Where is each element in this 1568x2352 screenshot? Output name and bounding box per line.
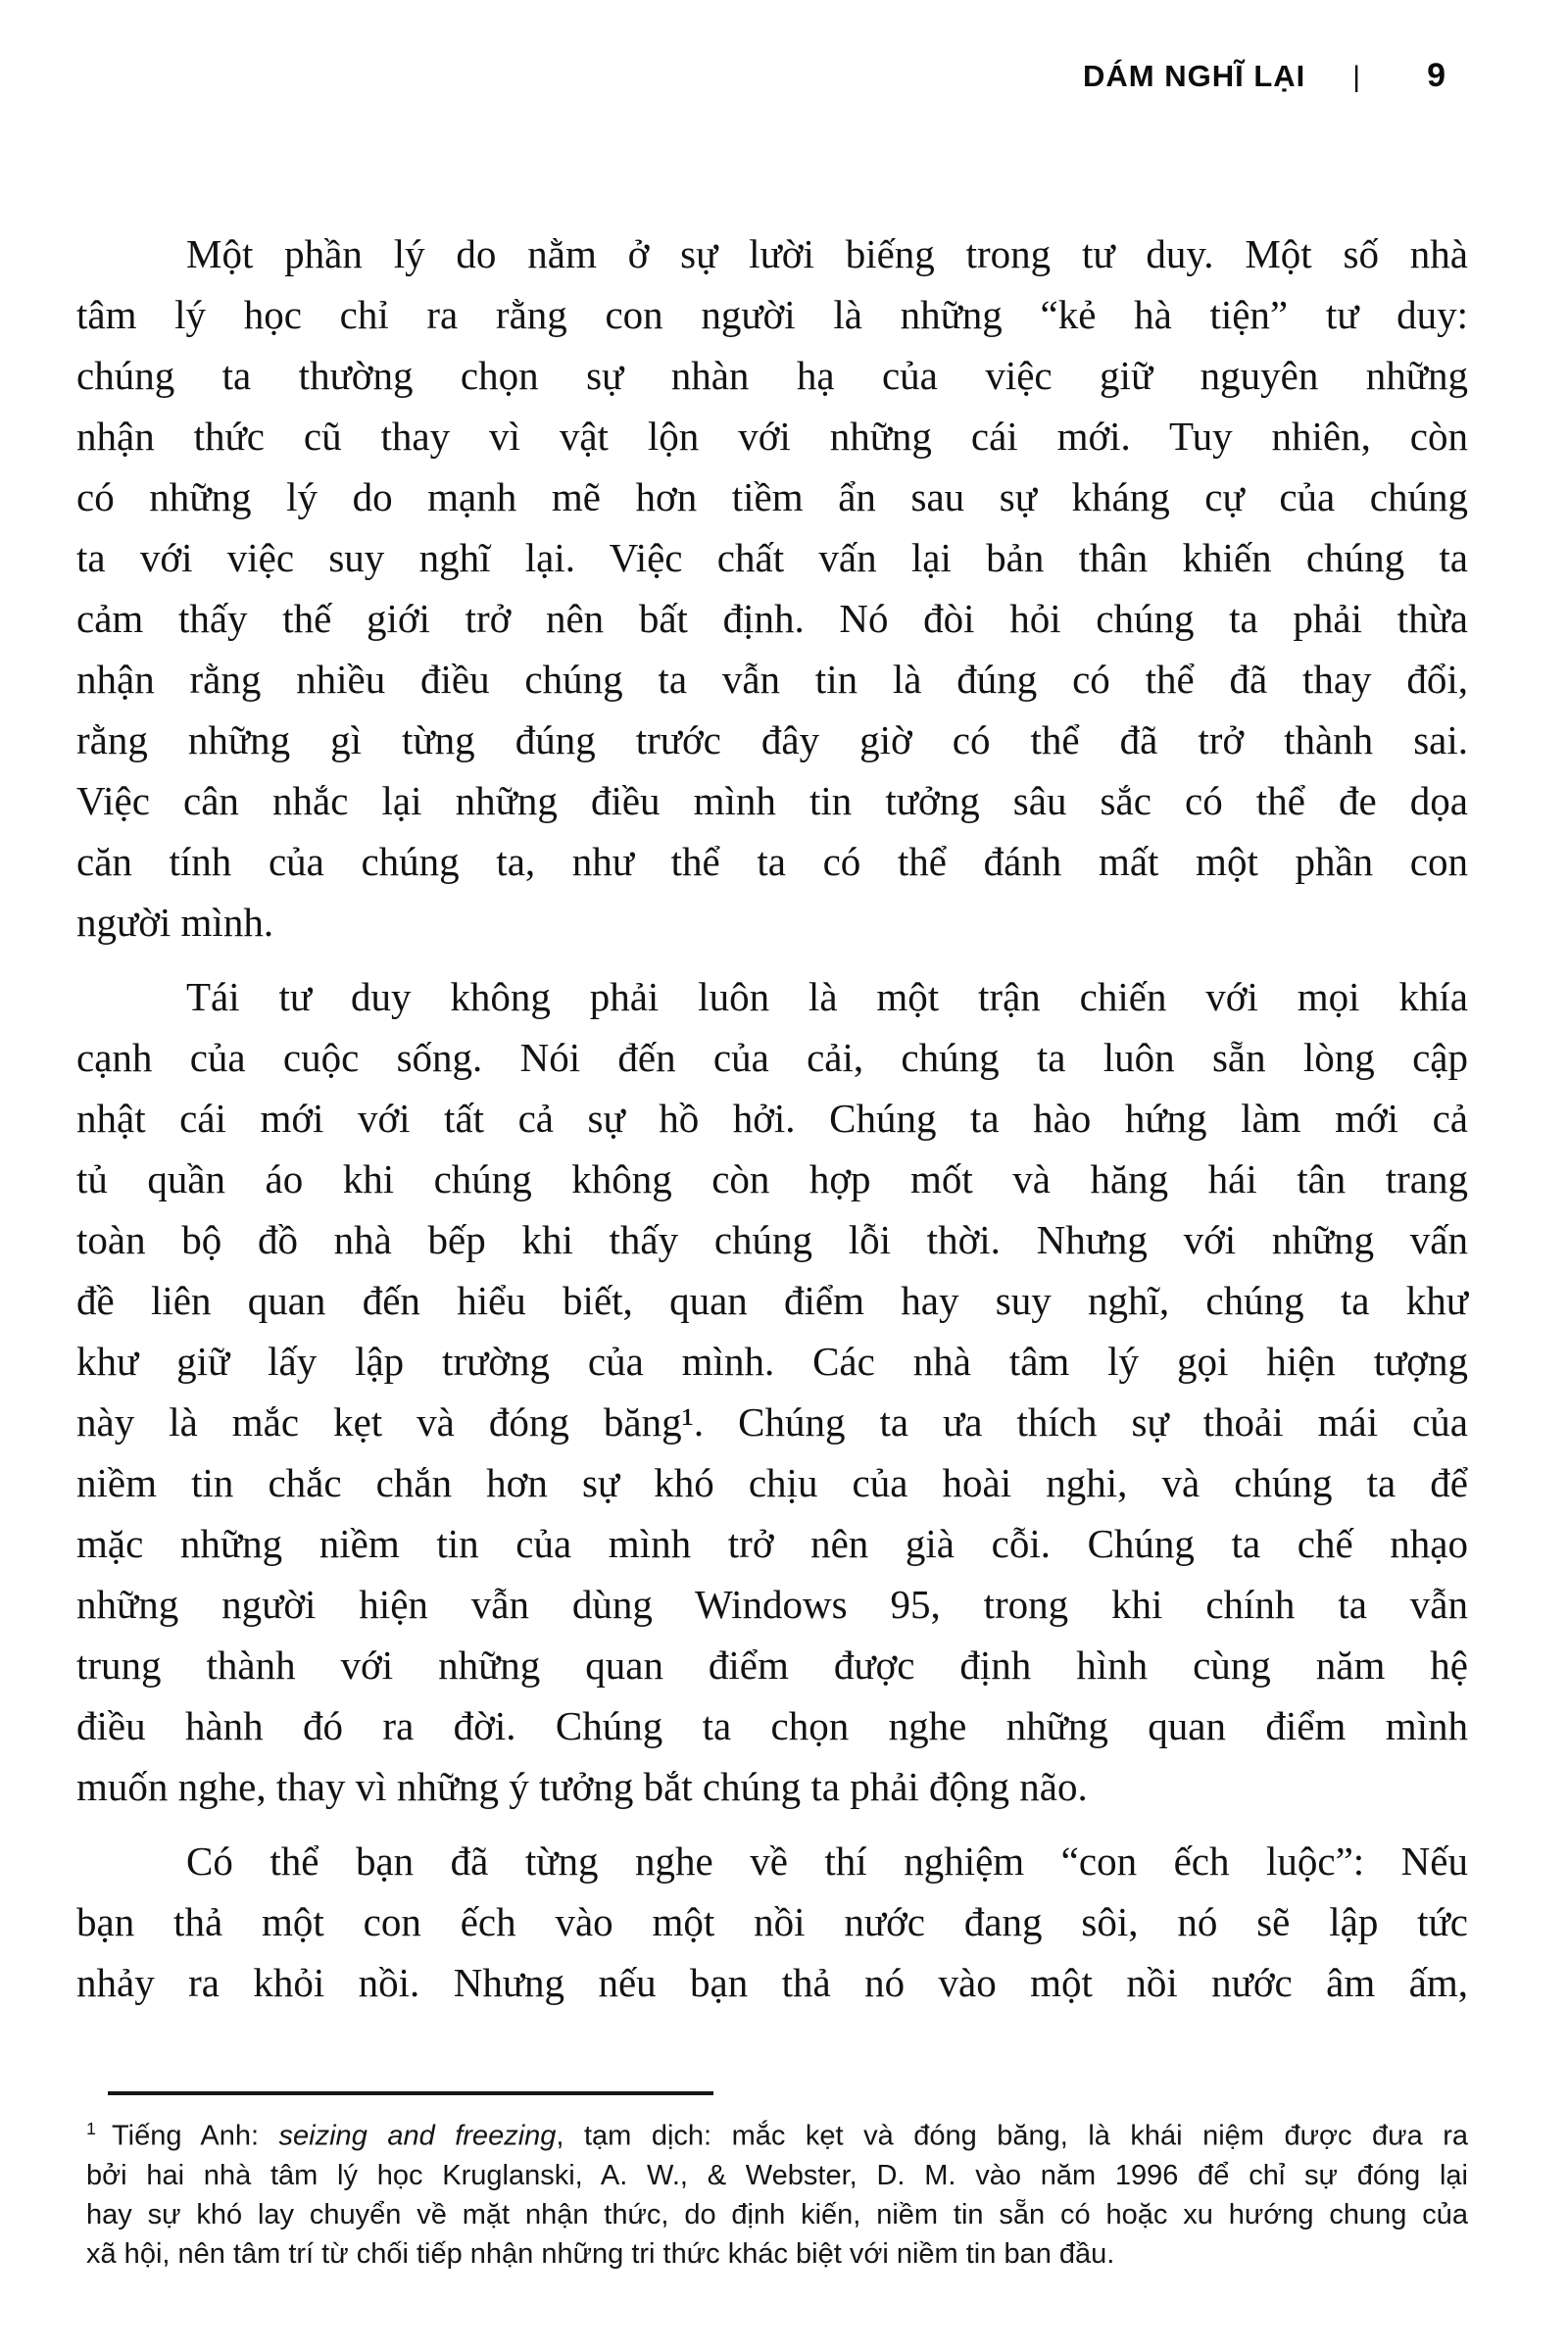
footnote-line (86, 2195, 1468, 2234)
text-line: nhật cái mới với tất cả sự hồ hởi. Chúng ta hào hứng làm mới cả (76, 1096, 1468, 1141)
text-line: nhận rằng nhiều điều chúng ta vẫn tin là đúng có thể đã thay đổi, (76, 657, 1468, 702)
text-line: cảm thấy thế giới trở nên bất định. Nó đòi hỏi chúng ta phải thừa (76, 596, 1468, 641)
footnote-text: xã hội, nên tâm trí từ chối tiếp nhận những tri thức khác biệt với niềm tin ban đầu. (86, 2237, 1115, 2270)
text-line: người mình. (76, 900, 274, 945)
footnote (86, 2109, 1468, 2274)
footnote-text: hay sự khó lay chuyển về mặt nhận thức, do định kiến, niềm tin sẵn có hoặc xu hướng chung của (86, 2198, 1468, 2230)
footnote-line (86, 2109, 1468, 2156)
footnote-text: bởi hai nhà tâm lý học Kruglanski, A. W., & Webster, D. M. vào năm 1996 để chỉ sự đóng lại (86, 2159, 1468, 2191)
text-line: những người hiện vẫn dùng Windows 95, trong khi chính ta vẫn (76, 1582, 1468, 1627)
footnote-marker: 1 (86, 2119, 96, 2138)
text-line: căn tính của chúng ta, như thể ta có thể đánh mất một phần con (76, 839, 1468, 884)
text-line: này là mắc kẹt và đóng băng¹. Chúng ta ưa thích sự thoải mái của (76, 1399, 1468, 1445)
paragraph (76, 966, 1468, 1817)
footnote-separator (108, 2091, 713, 2095)
page-number: 9 (1427, 57, 1446, 94)
text-line: tủ quần áo khi chúng không còn hợp mốt và hăng hái tân trang (76, 1156, 1468, 1201)
text-line: ta với việc suy nghĩ lại. Việc chất vấn lại bản thân khiến chúng ta (76, 535, 1468, 580)
text-line: có những lý do mạnh mẽ hơn tiềm ẩn sau sự kháng cự của chúng (76, 474, 1468, 519)
text-line: toàn bộ đồ nhà bếp khi thấy chúng lỗi thời. Nhưng với những vấn (76, 1217, 1468, 1262)
text-line: điều hành đó ra đời. Chúng ta chọn nghe những quan điểm mình (76, 1703, 1468, 1748)
text-line: đề liên quan đến hiểu biết, quan điểm hay suy nghĩ, chúng ta khư (76, 1278, 1468, 1323)
text-line: nhận thức cũ thay vì vật lộn với những cái mới. Tuy nhiên, còn (76, 414, 1468, 459)
text-line: mặc những niềm tin của mình trở nên già cỗi. Chúng ta chế nhạo (76, 1521, 1468, 1566)
footnote-line (86, 2156, 1468, 2195)
text-line: Có thể bạn đã từng nghe về thí nghiệm “con ếch luộc”: Nếu (186, 1838, 1468, 1884)
footnote-italic-term: seizing and freezing (278, 2120, 557, 2152)
footnote-text: Tiếng Anh: (112, 2120, 279, 2152)
text-line: bạn thả một con ếch vào một nồi nước đang sôi, nó sẽ lập tức (76, 1899, 1468, 1944)
text-line: khư giữ lấy lập trường của mình. Các nhà tâm lý gọi hiện tượng (76, 1339, 1468, 1384)
paragraph (76, 223, 1468, 953)
header-divider: | (1352, 61, 1361, 93)
text-line: nhảy ra khỏi nồi. Nhưng nếu bạn thả nó vào một nồi nước âm ấm, (76, 1960, 1468, 2005)
text-line: rằng những gì từng đúng trước đây giờ có thể đã trở thành sai. (76, 717, 1468, 762)
text-line: trung thành với những quan điểm được định hình cùng năm hệ (76, 1642, 1468, 1688)
text-line: Việc cân nhắc lại những điều mình tin tưởng sâu sắc có thể đe dọa (76, 778, 1468, 823)
text-line: muốn nghe, thay vì những ý tưởng bắt chúng ta phải động não. (76, 1764, 1088, 1809)
running-header (1083, 57, 1446, 95)
text-line: cạnh của cuộc sống. Nói đến của cải, chúng ta luôn sẵn lòng cập (76, 1035, 1468, 1080)
footnote-text: , tạm dịch: mắc kẹt và đóng băng, là khái niệm được đưa ra (556, 2120, 1468, 2152)
footnote-line (86, 2234, 1468, 2274)
text-line: chúng ta thường chọn sự nhàn hạ của việc giữ nguyên những (76, 353, 1468, 398)
text-line: Tái tư duy không phải luôn là một trận chiến với mọi khía (186, 974, 1468, 1019)
text-line: Một phần lý do nằm ở sự lười biếng trong tư duy. Một số nhà (186, 231, 1468, 276)
text-line: niềm tin chắc chắn hơn sự khó chịu của hoài nghi, và chúng ta để (76, 1460, 1468, 1505)
running-title: DÁM NGHĨ LẠI (1083, 59, 1306, 93)
paragraph (76, 1831, 1468, 2013)
text-line: tâm lý học chỉ ra rằng con người là những “kẻ hà tiện” tư duy: (76, 292, 1468, 337)
body-text (76, 223, 1468, 2013)
